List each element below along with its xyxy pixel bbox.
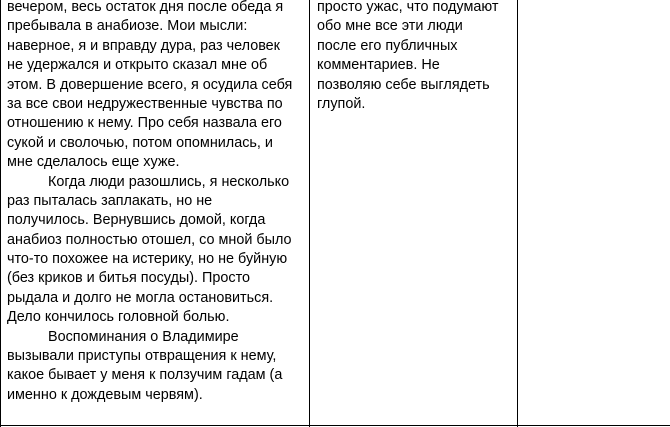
- text-line: за все свои недружественные чувства по: [7, 95, 283, 112]
- text-line: этом. В довершение всего, я осудила себя: [7, 76, 293, 93]
- table-border-bottom: [0, 425, 670, 426]
- text-line: рыдала и долго не могла остановиться.: [7, 289, 274, 306]
- text-line: сукой и сволочью, потом опомнилась, и: [7, 134, 273, 151]
- text-line: отношению к нему. Про себя назвала его: [7, 115, 282, 132]
- text-line: комментариев. Не: [317, 57, 440, 74]
- text-line: какое бывает у меня к ползучим гадам (а: [7, 367, 283, 384]
- text-line: что-то похожее на истерику, но не буйную: [7, 251, 288, 268]
- text-line: именно к дождевым червям).: [7, 386, 203, 403]
- text-line: мне сделалось еще хуже.: [7, 154, 180, 171]
- text-line: вызывали приступы отвращения к нему,: [7, 348, 277, 365]
- text-line: получилось. Вернувшись домой, когда: [7, 212, 266, 229]
- table-cell-column-2: [317, 0, 515, 114]
- text-line: анабиоз полностью отошел, со мной было: [7, 231, 292, 248]
- table-border-col1-col2: [309, 0, 310, 427]
- table-cell-column-1: [7, 0, 307, 405]
- text-line: (без криков и битья посуды). Просто: [7, 270, 251, 287]
- text-line: раз пыталась заплакать, но не: [7, 192, 213, 209]
- text-line: Дело кончилось головной болью.: [7, 309, 230, 326]
- text-line: Воспоминания о Владимире: [48, 328, 239, 345]
- text-line: после его публичных: [317, 37, 458, 54]
- text-line: позволяю себе выглядеть: [317, 76, 490, 93]
- table-border-col2-col3: [517, 0, 518, 427]
- text-line: обо мне все эти люди: [317, 18, 463, 35]
- text-line: Когда люди разошлись, я несколько: [48, 173, 290, 190]
- text-line: пребывала в анабиозе. Мои мысли:: [7, 18, 248, 35]
- text-line: глупой.: [317, 95, 366, 112]
- text-line: не удержался и открыто сказал мне об: [7, 57, 268, 74]
- text-line: вечером, весь остаток дня после обеда я: [7, 0, 284, 15]
- table-border-left: [0, 0, 1, 427]
- text-line: просто ужас, что подумают: [317, 0, 499, 15]
- text-line: наверное, я и вправду дура, раз человек: [7, 37, 280, 54]
